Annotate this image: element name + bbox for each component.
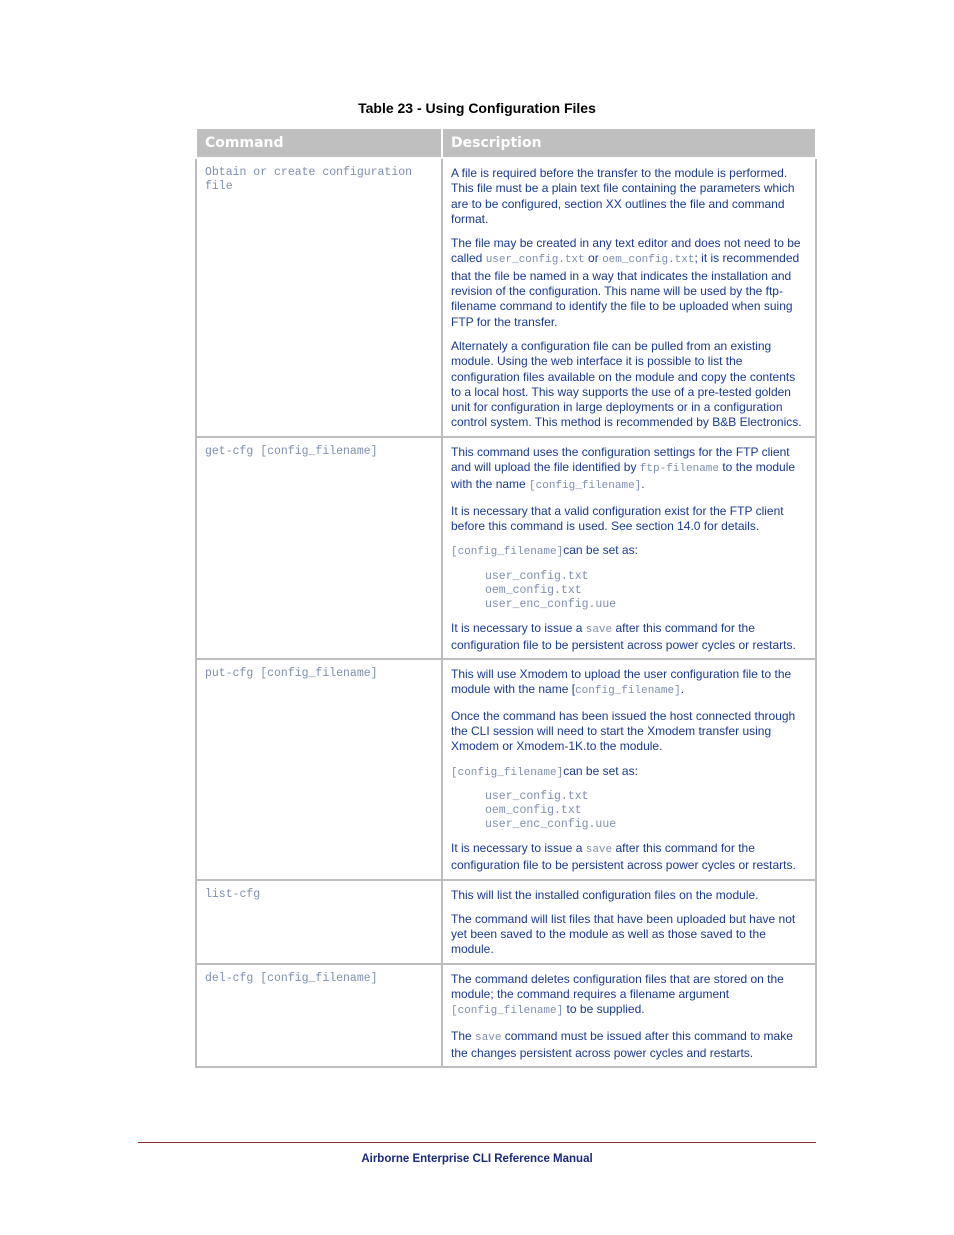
config-files-table <box>195 127 817 1068</box>
text-span: after this command for the configuration file to be persistent across power cycles or restarts. <box>451 840 796 873</box>
page-footer: Airborne Enterprise CLI Reference Manual <box>361 1153 593 1165</box>
text-span: command must be issued after this command to make the changes persistent across power cycles and restarts. <box>451 1028 793 1060</box>
description-paragraph <box>451 972 807 1020</box>
text-span: or <box>584 251 603 266</box>
inline-code: save <box>475 1031 502 1044</box>
command-cell <box>196 880 442 964</box>
command-cell <box>196 437 442 659</box>
option-list <box>451 570 807 612</box>
command-cell <box>196 659 442 879</box>
table-caption: Table 23 - Using Configuration Files <box>358 100 596 116</box>
description-paragraph: It is necessary that a valid configuration exist for the FTP client before this command is used. See section 14.0 for details. <box>451 503 784 533</box>
text-span: The file may be created in any text editor and does not need to be called <box>451 236 801 266</box>
table-row <box>196 964 816 1067</box>
command-text: Obtain or create configuration file <box>205 166 419 193</box>
description-paragraph <box>451 841 807 874</box>
option-item: user_config.txt <box>485 569 589 583</box>
command-cell <box>196 158 442 437</box>
description-cell <box>442 659 816 879</box>
option-item: oem_config.txt <box>485 803 582 817</box>
command-text: del-cfg [config_filename] <box>205 971 378 985</box>
footer-divider <box>138 1142 816 1143</box>
table-row <box>196 437 816 659</box>
inline-code: save <box>585 623 613 636</box>
inline-code: [config_filename] <box>451 1005 564 1018</box>
text-span: can be set as: <box>563 543 638 558</box>
command-text: put-cfg [config_filename] <box>205 667 378 681</box>
text-span: to the module with the name <box>451 460 796 492</box>
description-paragraph: Alternately a configuration file can be pulled from an existing module. Using the web interface it is possible to list the configuration files available on the module and copy the contents to a local host. This way supports the use of a pre-tested golden unit for configuration in large deployments or in a configuration control system. This method is recommended by B&B Electronics. <box>451 338 802 430</box>
table-row <box>196 659 816 879</box>
inline-code: config_filename] <box>575 685 681 698</box>
description-paragraph <box>451 667 807 700</box>
description-paragraph <box>451 236 807 330</box>
description-paragraph <box>451 1029 807 1062</box>
description-cell <box>442 964 816 1067</box>
command-cell <box>196 964 442 1067</box>
text-span: It is necessary to issue a <box>451 620 586 635</box>
text-span: This will use Xmodem to upload the user configuration file to the module with the name [ <box>451 667 792 697</box>
description-paragraph: A file is required before the transfer to the module is performed. This file must be a plain text file containing the parameters which are to be configured, section XX outlines the file and command format. <box>451 166 795 226</box>
option-item: user_enc_config.uue <box>485 817 617 831</box>
table-row <box>196 158 816 437</box>
text-span: . <box>680 682 685 697</box>
description-paragraph <box>451 764 807 781</box>
text-span: . <box>641 477 645 492</box>
inline-code: [config_filename] <box>451 766 564 779</box>
description-paragraph: Once the command has been issued the host connected through the CLI session will need to start the Xmodem transfer using Xmodem or Xmodem-1K.to the module. <box>451 708 796 754</box>
description-cell <box>442 437 816 659</box>
table-row <box>196 880 816 964</box>
command-text: get-cfg [config_filename] <box>205 444 378 458</box>
inline-code: user_config.txt <box>485 254 585 267</box>
text-span: to be supplied. <box>563 1002 645 1017</box>
text-span: It is necessary to issue a <box>451 840 586 855</box>
text-span: ; it is recommended that the file be named in a way that indicates the installation and revision of the configuration. This name will be used by the ftp-filename command to identify the file to be uploaded when suing FTP for the transfer. <box>451 251 800 329</box>
inline-code: [config_filename] <box>451 546 564 559</box>
text-span: The command deletes configuration files that are stored on the module; the command requires a filename argument <box>451 971 784 1001</box>
text-span: after this command for the configuration file to be persistent across power cycles or restarts. <box>451 620 796 652</box>
inline-code: save <box>585 843 613 856</box>
description-paragraph <box>451 621 807 654</box>
description-cell <box>442 158 816 437</box>
option-item: oem_config.txt <box>485 583 582 597</box>
description-paragraph <box>451 445 807 495</box>
header-command: Command <box>196 128 442 158</box>
inline-code: [config_filename] <box>529 480 642 493</box>
inline-code: oem_config.txt <box>602 254 695 267</box>
text-span: can be set as: <box>563 763 638 778</box>
option-item: user_config.txt <box>485 789 589 803</box>
description-cell <box>442 880 816 964</box>
table-header-row <box>196 128 816 158</box>
inline-code: ftp-filename <box>639 463 720 476</box>
description-paragraph <box>451 543 807 560</box>
header-description: Description <box>442 128 816 158</box>
text-span: This command uses the configuration settings for the FTP client and will upload the file identified by <box>451 444 790 475</box>
command-text: list-cfg <box>205 887 261 901</box>
text-span: The <box>451 1028 476 1043</box>
option-list <box>451 790 807 832</box>
option-item: user_enc_config.uue <box>485 597 617 611</box>
description-paragraph: This will list the installed configuration files on the module. <box>451 887 759 902</box>
description-paragraph: The command will list files that have been uploaded but have not yet been saved to the module as well as those saved to the module. <box>451 911 796 957</box>
